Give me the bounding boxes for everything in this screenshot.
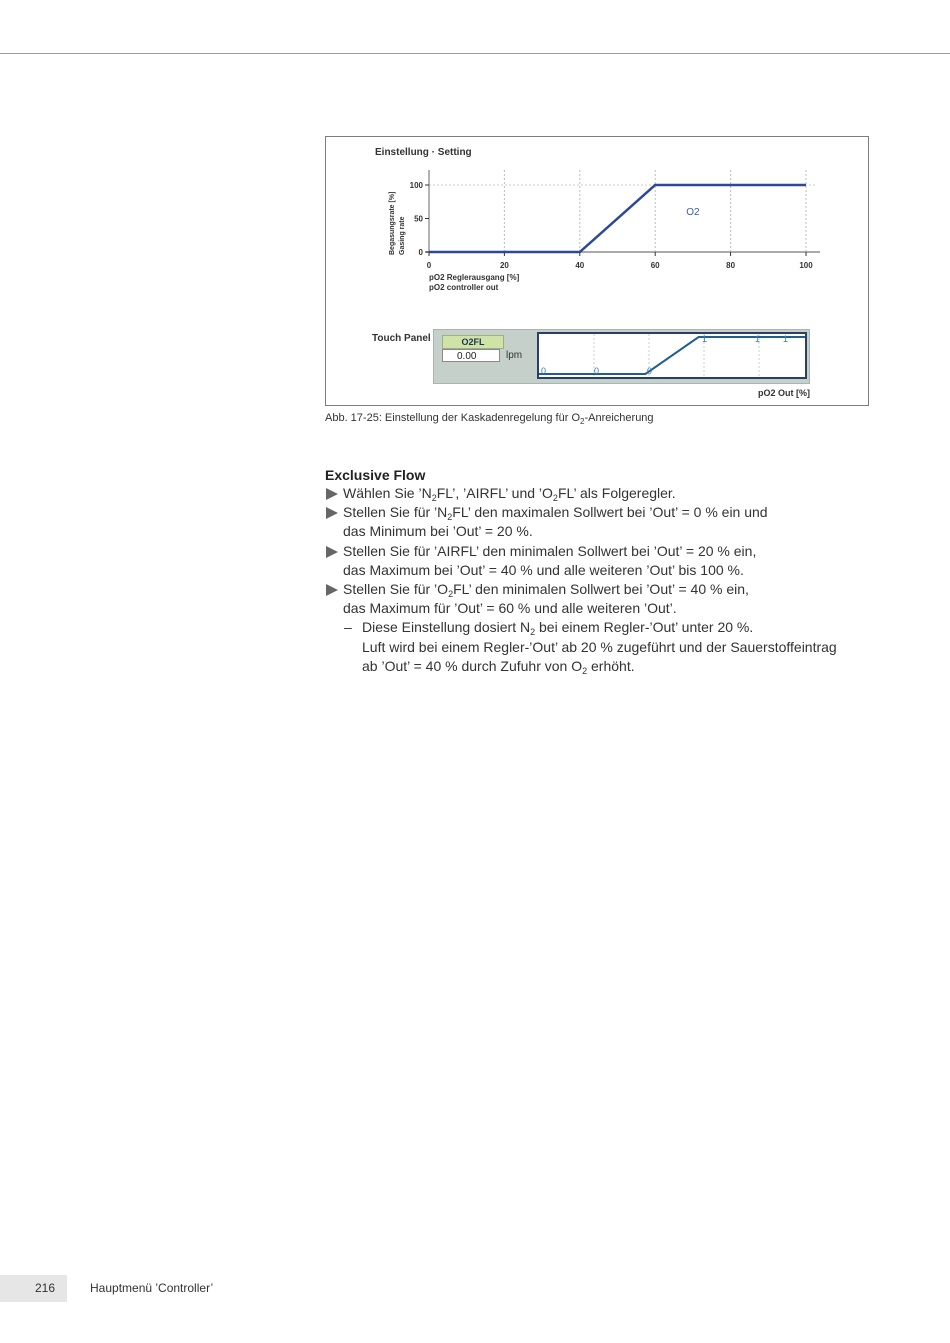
dash-bullet: – — [344, 619, 352, 636]
y-tick-label: 0 — [418, 248, 423, 257]
mini-chart-mark: 0 — [594, 366, 600, 376]
figure — [325, 136, 869, 406]
cascade-chart — [326, 137, 868, 327]
step-text: Stellen Sie für ’N — [343, 504, 448, 521]
o2fl-label: O2FL — [442, 335, 504, 349]
figure-caption — [325, 412, 654, 426]
x-tick-label: 0 — [426, 261, 432, 270]
subscript: 2 — [530, 627, 536, 638]
note-text: ab ’Out’ = 40 % durch Zufuhr von O — [362, 657, 583, 674]
step-text: das Minimum bei ’Out’ = 20 %. — [343, 523, 533, 540]
mini-chart-axis-label: pO2 Out [%] — [758, 388, 810, 398]
x-tick-label: 40 — [575, 261, 585, 270]
x-tick-label: 60 — [650, 261, 660, 270]
step-text: Stellen Sie für ’AIRFL’ den minimalen Sollwert bei ’Out’ = 20 % ein, — [343, 542, 757, 559]
y-tick-label: 50 — [414, 214, 423, 224]
mini-chart-mark: 1 — [702, 334, 708, 344]
step-text: Stellen Sie für ’O — [343, 581, 449, 598]
mini-chart-mark: 0 — [647, 366, 653, 376]
step-2 — [325, 503, 885, 541]
touch-panel-mini-chart — [537, 332, 807, 379]
mini-series-line — [539, 337, 805, 374]
step-text: FL’ den minimalen Sollwert bei ’Out’ = 40 % ein, — [453, 581, 749, 598]
arrow-right-icon — [326, 546, 338, 558]
o2fl-unit: lpm — [506, 350, 523, 361]
subscript: 2 — [552, 493, 558, 503]
series-label: O2 — [686, 207, 700, 219]
x-axis-label-de: pO2 Reglerausgang [%] — [429, 273, 520, 282]
step-text: Wählen Sie ’N — [343, 485, 432, 501]
series-line-o2 — [429, 185, 806, 252]
note-item — [325, 618, 885, 676]
x-axis-label-en: pO2 controller out — [429, 283, 499, 292]
step-text: FL’ den maximalen Sollwert bei ’Out’ = 0 % ein und — [452, 504, 768, 521]
note-text: Diese Einstellung dosiert N — [362, 619, 531, 636]
y-axis-label-en: Gasing rate — [399, 216, 406, 255]
y-axis-label-de: Begasungsrate [%] — [389, 191, 396, 255]
arrow-right-icon — [326, 488, 338, 500]
subscript: 2 — [431, 493, 437, 503]
footer-title: Hauptmenü ’Controller’ — [90, 1281, 214, 1295]
figure-title: Einstellung · Setting — [375, 147, 472, 158]
step-3 — [325, 542, 885, 580]
mini-chart-mark: 1 — [783, 334, 789, 344]
caption-subscript: 2 — [580, 417, 585, 427]
touch-panel — [433, 329, 810, 384]
x-tick-label: 80 — [726, 261, 736, 270]
top-rule — [0, 53, 950, 54]
instruction-list — [325, 484, 885, 676]
caption-suffix: -Anreicherung — [584, 412, 654, 424]
step-text: das Maximum bei ’Out’ = 40 % und alle weiteren ’Out’ bis 100 %. — [343, 561, 744, 578]
step-4 — [325, 580, 885, 618]
note-text: bei einem Regler-’Out’ unter 20 %. — [535, 619, 754, 636]
step-text: FL’, ’AIRFL’ und ’O — [436, 485, 553, 501]
page-number-box — [0, 1275, 67, 1302]
step-1 — [325, 484, 885, 503]
arrow-right-icon — [326, 584, 338, 596]
mini-chart-mark: 0 — [541, 366, 547, 376]
touch-panel-label: Touch Panel — [372, 333, 431, 344]
page-number: 216 — [35, 1281, 56, 1295]
subscript: 2 — [447, 512, 453, 523]
subscript: 2 — [582, 665, 588, 676]
o2fl-value-field[interactable]: 0.00 — [442, 349, 500, 362]
x-tick-label: 100 — [799, 261, 813, 270]
mini-chart-mark: 1 — [755, 334, 761, 344]
y-tick-label: 100 — [409, 181, 423, 190]
note-text: erhöht. — [587, 657, 635, 674]
section-heading: Exclusive Flow — [325, 467, 426, 483]
step-text: FL’ als Folgeregler. — [557, 485, 676, 501]
step-text: das Maximum für ’Out’ = 60 % und alle weiteren ’Out’. — [343, 600, 677, 617]
caption-text: Abb. 17-25: Einstellung der Kaskadenregelung für O — [325, 412, 580, 424]
arrow-right-icon — [326, 507, 338, 519]
note-text: Luft wird bei einem Regler-’Out’ ab 20 % zugeführt und der Sauerstoffeintrag — [362, 638, 837, 655]
x-tick-label: 20 — [499, 261, 509, 270]
subscript: 2 — [448, 589, 454, 600]
